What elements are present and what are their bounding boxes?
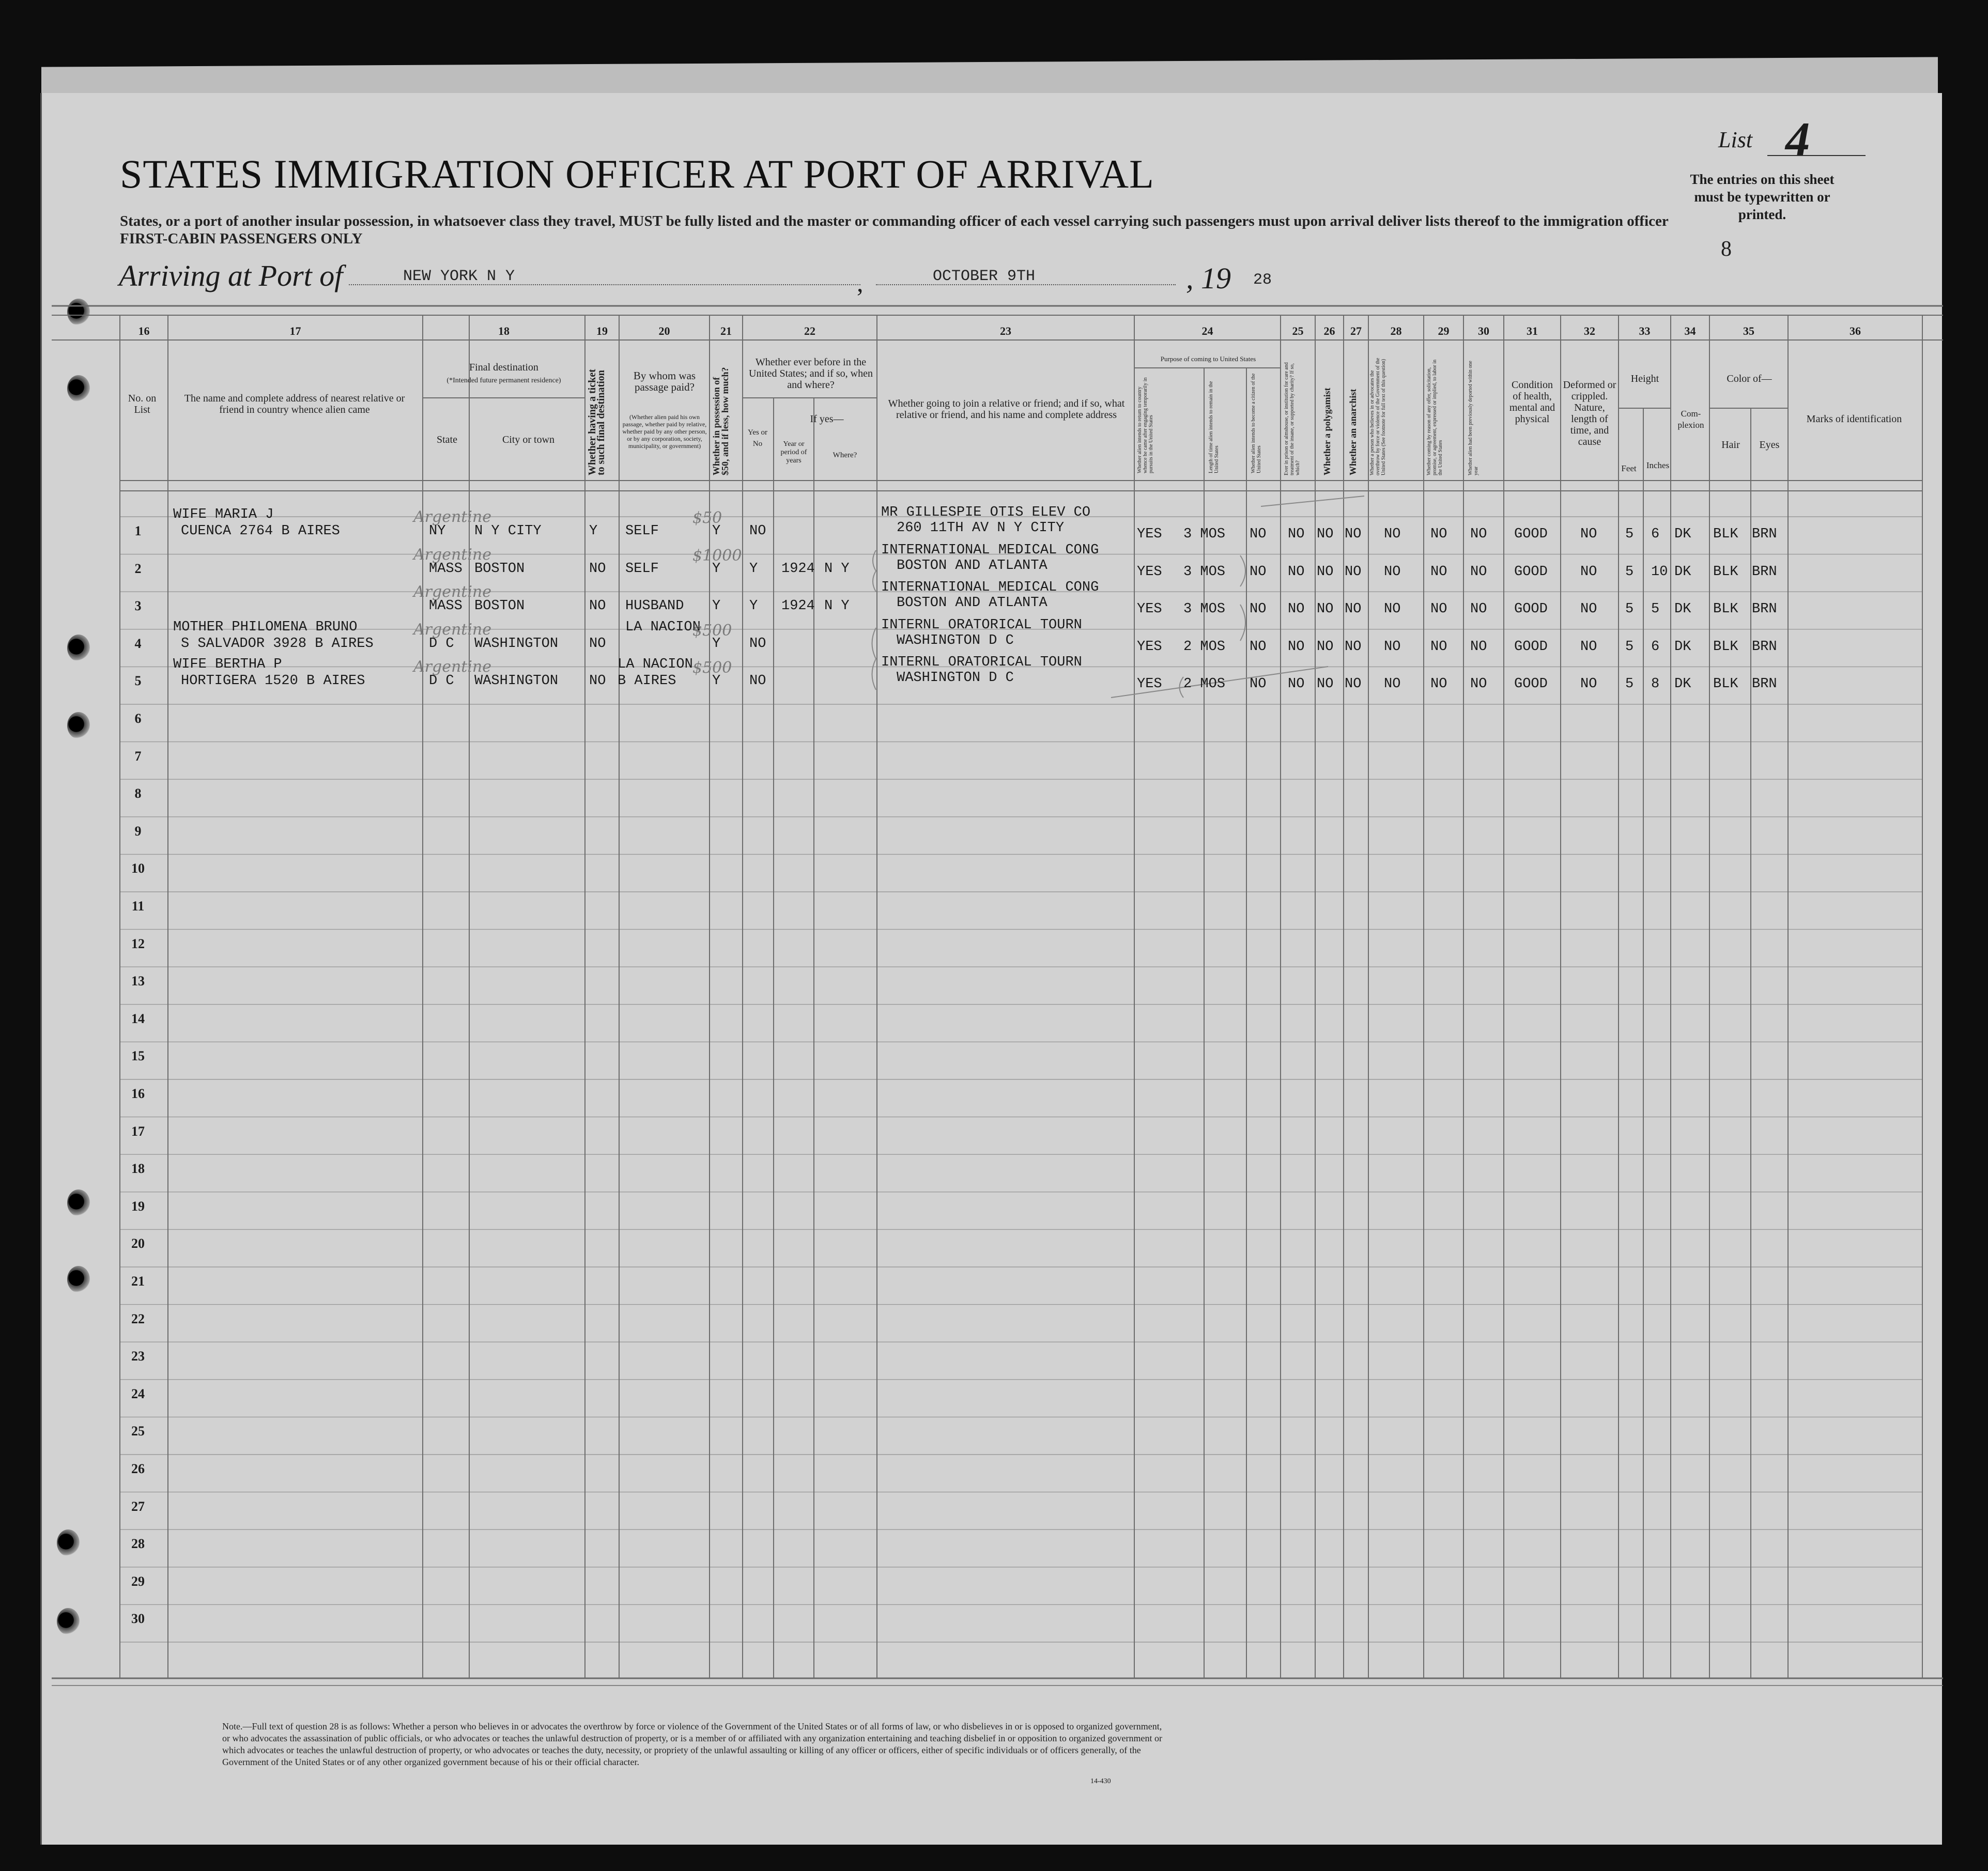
form-code: 14-430 — [1090, 1777, 1111, 1785]
passenger-class: FIRST-CABIN PASSENGERS ONLY — [120, 230, 363, 247]
header-overthrow: Whether a person who believes in or advocates the overthrow by force or violence of the Government of the United States (See footnote for full text of this question) — [1369, 358, 1386, 475]
ever-before-cell: NO — [749, 673, 766, 689]
deported-cell: NO — [1470, 527, 1487, 542]
paid-by-cell: SELF — [625, 523, 659, 539]
row-number: 2 — [134, 561, 142, 576]
feet-cell: 5 — [1625, 564, 1634, 580]
row-number: 28 — [131, 1536, 145, 1552]
offer-cell: NO — [1430, 639, 1447, 655]
inches-cell: 6 — [1651, 639, 1660, 655]
hair-cell: BLK — [1713, 564, 1738, 580]
country-handwritten: Argentine — [413, 508, 492, 526]
relative-line-1: WIFE BERTHA P — [173, 657, 282, 673]
footnote: Note.—Full text of question 28 is as follows: Whether a person who believes in or advocates the overthrow by force or violence of the Government of the United States or of all forms of law, or who disbelieves in or is opposed to organized government, or who advocates the assassination of public officials, or who advocates or teaches the unlawful destruction of property, or is a member of or affiliated with any organization entertaining and teaching disbelief in or opposition to organized government or which advocates or teaches the unlawful destruction of property, or who advocates or teaches the duty, necessity, or propriety of the unlawful assaulting or killing of any officer or officers, either of specific individuals or of officers generally, of the Government of the United States or of any other organized government because of his or their official character. — [222, 1721, 1162, 1767]
header-possession-50: Whether in possession of $50, and if less, how much? — [711, 367, 730, 475]
header-if-yes: If yes— — [810, 413, 844, 425]
header-ticket: Whether having a ticket to such final destination — [587, 369, 607, 475]
purpose-length-cell: 3 MOS — [1183, 564, 1226, 580]
deformed-cell: NO — [1580, 676, 1597, 692]
relative-line-2: S SALVADOR 3928 B AIRES — [181, 636, 374, 652]
deformed-cell: NO — [1580, 601, 1597, 617]
state-cell: NY — [429, 523, 446, 539]
deported-cell: NO — [1470, 639, 1487, 655]
health-cell: GOOD — [1514, 564, 1548, 580]
polygamist-cell: NO — [1317, 564, 1334, 580]
deported-cell: NO — [1470, 601, 1487, 617]
header-feet: Feet — [1621, 463, 1637, 473]
column-number: 26 — [1323, 324, 1335, 337]
fifty-dollars-cell: Y — [712, 598, 721, 614]
ticket-cell: NO — [589, 673, 606, 689]
header-height: Height — [1630, 373, 1659, 384]
complexion-cell: DK — [1674, 639, 1691, 655]
paid-by-cell: LA NACION — [618, 657, 693, 673]
relative-line-1: WIFE MARIA J — [173, 507, 274, 522]
eyes-cell: BRN — [1752, 601, 1777, 617]
prison-cell: NO — [1288, 527, 1305, 542]
prison-cell: NO — [1288, 676, 1305, 692]
fifty-dollars-cell: Y — [712, 673, 721, 689]
polygamist-cell: NO — [1317, 639, 1334, 655]
header-prison: Ever in prison or almshouse, or institution for care and treatment of the insane, or supported by charity? If so, which? — [1284, 362, 1301, 475]
row-number: 20 — [131, 1236, 145, 1251]
header-purpose-a: Whether alien intends to return to country whence he came after engaging temporarily in pursuits in the United States — [1137, 377, 1154, 473]
before-year-cell: 1924 — [781, 598, 815, 614]
city-cell: WASHINGTON — [474, 673, 559, 689]
comma: , — [857, 268, 864, 297]
hair-cell: BLK — [1713, 601, 1738, 617]
header-eyes: Eyes — [1759, 439, 1780, 451]
column-number: 30 — [1478, 324, 1489, 337]
inches-cell: 5 — [1651, 601, 1660, 617]
list-number: 4 — [1785, 112, 1810, 167]
deformed-cell: NO — [1580, 564, 1597, 580]
row-number: 22 — [131, 1311, 145, 1326]
column-number: 35 — [1743, 324, 1754, 337]
column-number: 33 — [1639, 324, 1651, 337]
prison-cell: NO — [1288, 639, 1305, 655]
paid-amount-handwritten: $50 — [692, 509, 722, 527]
join-relative-line-2: WASHINGTON D C — [897, 670, 1014, 686]
overthrow-cell: NO — [1384, 527, 1401, 542]
polygamist-cell: NO — [1317, 676, 1334, 692]
header-purpose: Purpose of coming to United States — [1160, 355, 1256, 363]
row-number: 11 — [131, 899, 145, 914]
join-relative-line-2: BOSTON AND ATLANTA — [897, 595, 1047, 611]
overthrow-cell: NO — [1384, 639, 1401, 655]
purpose-length-cell: 2 MOS — [1183, 639, 1226, 655]
header-polygamist: Whether a polygamist — [1322, 388, 1332, 475]
join-relative-line-2: BOSTON AND ATLANTA — [897, 558, 1047, 574]
health-cell: GOOD — [1514, 676, 1548, 692]
column-number: 31 — [1527, 324, 1538, 337]
deported-cell: NO — [1470, 676, 1487, 692]
header-health: Condition of health, mental and physical — [1509, 379, 1555, 425]
column-number: 34 — [1684, 324, 1696, 337]
anarchist-cell: NO — [1345, 564, 1362, 580]
offer-cell: NO — [1430, 527, 1447, 542]
header-yes-no: Yes or No — [747, 428, 768, 448]
offer-cell: NO — [1430, 676, 1447, 692]
date-value: OCTOBER 9TH — [933, 268, 1036, 285]
purpose-citizen-cell: NO — [1250, 564, 1267, 580]
inches-cell: 6 — [1651, 527, 1660, 542]
overthrow-cell: NO — [1384, 601, 1401, 617]
health-cell: GOOD — [1514, 639, 1548, 655]
purpose-length-cell: 3 MOS — [1183, 527, 1226, 542]
eyes-cell: BRN — [1752, 639, 1777, 655]
feet-cell: 5 — [1625, 601, 1634, 617]
header-join-relative: Whether going to join a relative or friend; and if so, what relative or friend, and his name and complete address — [888, 398, 1125, 421]
city-cell: BOSTON — [474, 598, 525, 614]
row-number: 17 — [131, 1123, 145, 1139]
row-number: 7 — [134, 748, 142, 764]
header-marks: Marks of identification — [1806, 413, 1902, 425]
paid-by-cell: HUSBAND — [625, 598, 684, 614]
ticket-cell: NO — [589, 636, 606, 652]
row-number: 21 — [131, 1274, 145, 1289]
row-number: 14 — [131, 1011, 145, 1026]
column-number: 18 — [498, 324, 510, 337]
hair-cell: BLK — [1713, 639, 1738, 655]
anarchist-cell: NO — [1345, 601, 1362, 617]
column-number: 23 — [1000, 324, 1011, 337]
form-instructions: States, or a port of another insular possession, in whatsoever class they travel, MUST be fully listed and the master or commanding officer of each vessel carrying such passengers must upon arrival deliver lists thereof to the immigration officer — [120, 213, 1669, 229]
row-number: 9 — [134, 823, 142, 839]
state-cell: MASS — [429, 561, 463, 577]
ticket-cell: NO — [589, 561, 606, 577]
purpose-return-cell: YES — [1137, 639, 1162, 655]
column-number: 28 — [1390, 324, 1402, 337]
overthrow-cell: NO — [1384, 676, 1401, 692]
port-value: NEW YORK N Y — [403, 268, 515, 285]
complexion-cell: DK — [1674, 676, 1691, 692]
eyes-cell: BRN — [1752, 676, 1777, 692]
inches-cell: 8 — [1651, 676, 1660, 692]
row-number: 3 — [134, 598, 142, 614]
purpose-length-cell: 2 MOS — [1183, 676, 1226, 692]
relative-line-2: HORTIGERA 1520 B AIRES — [181, 673, 365, 689]
column-number: 32 — [1584, 324, 1595, 337]
join-relative-line-1: MR GILLESPIE OTIS ELEV CO — [881, 505, 1091, 520]
feet-cell: 5 — [1625, 676, 1634, 692]
row-number: 26 — [131, 1461, 145, 1476]
purpose-return-cell: YES — [1137, 564, 1162, 580]
hair-cell: BLK — [1713, 676, 1738, 692]
purpose-return-cell: YES — [1137, 676, 1162, 692]
deported-cell: NO — [1470, 564, 1487, 580]
column-number: 22 — [804, 324, 815, 337]
before-year-cell: 1924 — [781, 561, 815, 577]
city-cell: BOSTON — [474, 561, 525, 577]
polygamist-cell: NO — [1317, 601, 1334, 617]
before-where-cell: N Y — [824, 561, 850, 577]
row-number: 12 — [131, 936, 145, 951]
fifty-dollars-cell: Y — [712, 636, 721, 652]
join-relative-line-2: WASHINGTON D C — [897, 632, 1014, 648]
anarchist-cell: NO — [1345, 527, 1362, 542]
header-state: State — [437, 434, 457, 445]
feet-cell: 5 — [1625, 527, 1634, 542]
health-cell: GOOD — [1514, 527, 1548, 542]
row-number: 10 — [131, 861, 145, 876]
row-number: 24 — [131, 1386, 145, 1401]
ever-before-cell: Y — [749, 561, 758, 577]
join-relative-line-1: INTERNL ORATORICAL TOURN — [881, 655, 1082, 671]
ever-before-cell: Y — [749, 598, 758, 614]
header-deported: Whether alien had been previously deported within one year — [1468, 361, 1479, 475]
complexion-cell: DK — [1674, 527, 1691, 542]
country-handwritten: Argentine — [413, 545, 492, 564]
join-relative-line-2: 260 11TH AV N Y CITY — [897, 520, 1065, 536]
paid-amount-handwritten: $1000 — [692, 546, 742, 565]
relative-line-2: CUENCA 2764 B AIRES — [181, 523, 340, 539]
row-number: 16 — [131, 1086, 145, 1101]
ever-before-cell: NO — [749, 636, 766, 652]
header-purpose-b: Length of time alien intends to remain in the United States — [1208, 381, 1220, 473]
header-passage-paid: By whom was passage paid? — [633, 369, 696, 393]
column-number: 36 — [1850, 324, 1861, 337]
purpose-citizen-cell: NO — [1250, 601, 1267, 617]
form-title: STATES IMMIGRATION OFFICER AT PORT OF ARRIVAL — [120, 151, 1154, 196]
state-cell: D C — [429, 673, 454, 689]
paid-amount-handwritten: $500 — [692, 621, 732, 640]
header-nearest-relative: The name and complete address of nearest relative or friend in country whence alien came — [184, 393, 405, 415]
row-number: 29 — [131, 1573, 145, 1589]
paid-by-cell: LA NACION — [625, 619, 701, 635]
overthrow-cell: NO — [1384, 564, 1401, 580]
header-deformed: Deformed or crippled. Nature, length of time, and cause — [1563, 379, 1616, 447]
column-number: 21 — [720, 324, 732, 337]
header-ever-before: Whether ever before in the United States; and if so, when and where? — [749, 357, 873, 391]
row-number: 8 — [134, 786, 142, 801]
purpose-citizen-cell: NO — [1250, 676, 1267, 692]
polygamist-cell: NO — [1317, 527, 1334, 542]
row-number: 4 — [134, 636, 142, 651]
paid-by-cell: SELF — [625, 561, 659, 577]
page-number: 8 — [1721, 237, 1732, 261]
header-offer: Whether coming by reason of any offer, solicitation, promise, or agreement, expressed or implied, to labor in the United States — [1426, 359, 1443, 475]
row-number: 19 — [131, 1198, 145, 1214]
header-passage-note: (Whether alien paid his own passage, whether paid by relative, whether paid by any other person, or by any corporation, society, municipality, or government) — [622, 413, 707, 450]
header-year-period: Year or period of years — [780, 440, 807, 465]
column-number: 24 — [1201, 324, 1213, 337]
header-inches: Inches — [1646, 460, 1670, 470]
join-relative-line-1: INTERNL ORATORICAL TOURN — [881, 617, 1082, 633]
purpose-citizen-cell: NO — [1250, 527, 1267, 542]
column-number: 19 — [596, 324, 608, 337]
country-handwritten: Argentine — [413, 620, 492, 639]
row-number: 18 — [131, 1161, 145, 1177]
header-anarchist: Whether an anarchist — [1348, 389, 1358, 475]
before-where-cell: N Y — [824, 598, 850, 614]
row-number: 6 — [134, 711, 142, 726]
typewritten-note: The entries on this sheet must be typewritten or printed. — [1690, 172, 1835, 222]
inches-cell: 10 — [1651, 564, 1668, 580]
header-city: City or town — [502, 434, 555, 445]
column-number: 17 — [289, 324, 301, 337]
fifty-dollars-cell: Y — [712, 523, 721, 539]
header-color-of: Color of— — [1727, 373, 1772, 384]
row-number: 25 — [131, 1424, 145, 1439]
country-handwritten: Argentine — [413, 658, 492, 676]
row-number: 15 — [131, 1048, 145, 1064]
ever-before-cell: NO — [749, 523, 766, 539]
eyes-cell: BRN — [1752, 527, 1777, 542]
list-label: List — [1718, 127, 1753, 152]
state-cell: MASS — [429, 598, 463, 614]
paid-by-line-2: B AIRES — [618, 673, 676, 689]
prison-cell: NO — [1288, 564, 1305, 580]
column-number: 25 — [1292, 324, 1304, 337]
year-prefix: , 19 — [1186, 261, 1231, 295]
anarchist-cell: NO — [1345, 676, 1362, 692]
prison-cell: NO — [1288, 601, 1305, 617]
purpose-citizen-cell: NO — [1250, 639, 1267, 655]
purpose-length-cell: 3 MOS — [1183, 601, 1226, 617]
anarchist-cell: NO — [1345, 639, 1362, 655]
paid-amount-handwritten: $500 — [692, 659, 732, 677]
column-number: 29 — [1438, 324, 1450, 337]
row-number: 5 — [134, 673, 142, 689]
header-hair: Hair — [1721, 439, 1740, 451]
header-no-on-list: No. on List — [128, 393, 157, 415]
complexion-cell: DK — [1674, 601, 1691, 617]
complexion-cell: DK — [1674, 564, 1691, 580]
ticket-cell: NO — [589, 598, 606, 614]
purpose-return-cell: YES — [1137, 527, 1162, 542]
header-final-destination: Final destination — [469, 362, 538, 373]
arriving-label: Arriving at Port of — [119, 259, 343, 292]
country-handwritten: Argentine — [413, 583, 492, 601]
feet-cell: 5 — [1625, 639, 1634, 655]
offer-cell: NO — [1430, 601, 1447, 617]
relative-line-1: MOTHER PHILOMENA BRUNO — [173, 619, 358, 635]
column-number: 16 — [138, 324, 150, 337]
column-number: 20 — [658, 324, 670, 337]
fifty-dollars-cell: Y — [712, 561, 721, 577]
offer-cell: NO — [1430, 564, 1447, 580]
column-number: 27 — [1350, 324, 1362, 337]
row-number: 27 — [131, 1498, 145, 1514]
header-complexion: Com-plexion — [1677, 409, 1704, 430]
deformed-cell: NO — [1580, 639, 1597, 655]
health-cell: GOOD — [1514, 601, 1548, 617]
deformed-cell: NO — [1580, 527, 1597, 542]
header-purpose-c: Whether alien intends to become a citizen of the United States — [1251, 373, 1262, 473]
header-final-destination-note: (*Intended future permanent residence) — [446, 377, 561, 384]
state-cell: D C — [429, 636, 454, 652]
purpose-return-cell: YES — [1137, 601, 1162, 617]
row-number: 13 — [131, 973, 145, 989]
eyes-cell: BRN — [1752, 564, 1777, 580]
row-number: 1 — [134, 523, 142, 538]
hair-cell: BLK — [1713, 527, 1738, 542]
join-relative-line-1: INTERNATIONAL MEDICAL CONG — [881, 580, 1099, 596]
city-cell: WASHINGTON — [474, 636, 559, 652]
row-number: 30 — [131, 1611, 145, 1627]
city-cell: N Y CITY — [474, 523, 542, 539]
ticket-cell: Y — [589, 523, 598, 539]
year-suffix: 28 — [1253, 271, 1272, 289]
join-relative-line-1: INTERNATIONAL MEDICAL CONG — [881, 542, 1099, 558]
row-number: 23 — [131, 1349, 145, 1364]
header-where: Where? — [833, 451, 857, 459]
